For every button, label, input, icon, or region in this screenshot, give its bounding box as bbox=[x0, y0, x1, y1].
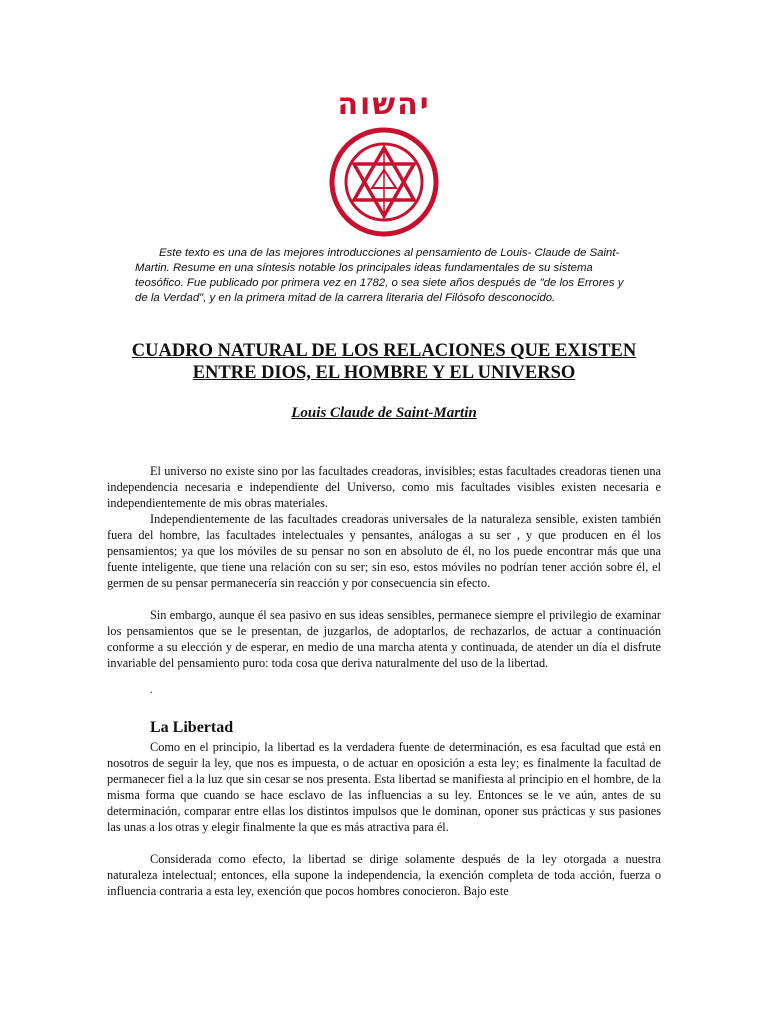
section-paragraph-2: Considerada como efecto, la libertad se dirige solamente después de la ley otorgada a nuestra naturaleza intelectual; entonces, ella supone la independencia, la exención completa de toda acción, fuerza o influencia contraria a esta ley, exención que pocos hombres conocieron. Bajo este bbox=[107, 852, 661, 898]
title-line-1: CUADRO NATURAL DE LOS RELACIONES QUE EXISTEN bbox=[131, 341, 637, 361]
section-heading: La Libertad bbox=[150, 719, 234, 736]
document-title bbox=[90, 340, 678, 384]
emblem bbox=[0, 88, 768, 240]
title-line-2: ENTRE DIOS, EL HOMBRE Y EL UNIVERSO bbox=[192, 363, 576, 383]
body-paragraph-3: Sin embargo, aunque él sea pasivo en sus ideas sensibles, permanece siempre el privilegio de examinar los pensamientos que se le presentan, de juzgarlos, de adoptarlos, de rechazarlos, de actuar a continuación conforme a su elección y de esperar, en medio de una marcha atenta y continuada, de atender un día el disfrute invariable del pensamiento puro: toda cosa que deriva naturalmente del uso de la libertad. bbox=[107, 608, 661, 670]
hexagram-seal-icon bbox=[326, 124, 442, 240]
section-paragraph-1: Como en el principio, la libertad es la verdadera fuente de determinación, es esa facultad que está en nosotros de seguir la ley, que nos es impuesta, o de actuar en oposición a esta ley; es finalmente la facultad de permanecer fiel a la luz que sin cesar se nos presenta. Esta libertad se manifiesta al principio en el hombre, de la misma forma que cuando se hace esclavo de las influencias a su ley. Entonces se le ve aún, antes de su determinación, comparar entre ellas los distintos impulsos que le dominan, oponer sus prácticas y sus pasiones las unas a los otras y elegir finalmente la que es más atractiva para él. bbox=[107, 740, 661, 834]
intro-paragraph: Este texto es una de las mejores introducciones al pensamiento de Louis- Claude de Saint-Martin. Resume en una síntesis notable los principales ideas fundamentales de su sistema teosófico. Fue publicado por primera vez en 1782, o sea siete años después de "de los Errores y de la Verdad", y en la primera mitad de la carrera literaria del Filósofo desconocido. bbox=[135, 247, 624, 304]
separator-dot: . bbox=[150, 685, 153, 696]
body-paragraph-2: Independientemente de las facultades creadoras universales de la naturaleza sensible, existen también fuera del hombre, las facultades intelectuales y pensantes, análogas a su ser , y que producen en él los pensamientos; ya que los móviles de su pensar no son en absoluto de él, no los puede encontrar más que una fuente inteligente, que tiene una relación con su ser; sin eso, estos móviles no podrían tener acción sobre él, el germen de su pensar permanecería sin reacción y por consecuencia sin efecto. bbox=[107, 512, 661, 590]
hebrew-name: יהשוה bbox=[337, 87, 431, 122]
author-name: Louis Claude de Saint-Martin bbox=[291, 405, 477, 421]
body-paragraph-1: El universo no existe sino por las facultades creadoras, invisibles; estas facultades creadoras tienen una independencia necesaria e independiente del Universo, como mis facultades visibles existen necesaria e independientemente de mis obras materiales. bbox=[107, 464, 661, 510]
